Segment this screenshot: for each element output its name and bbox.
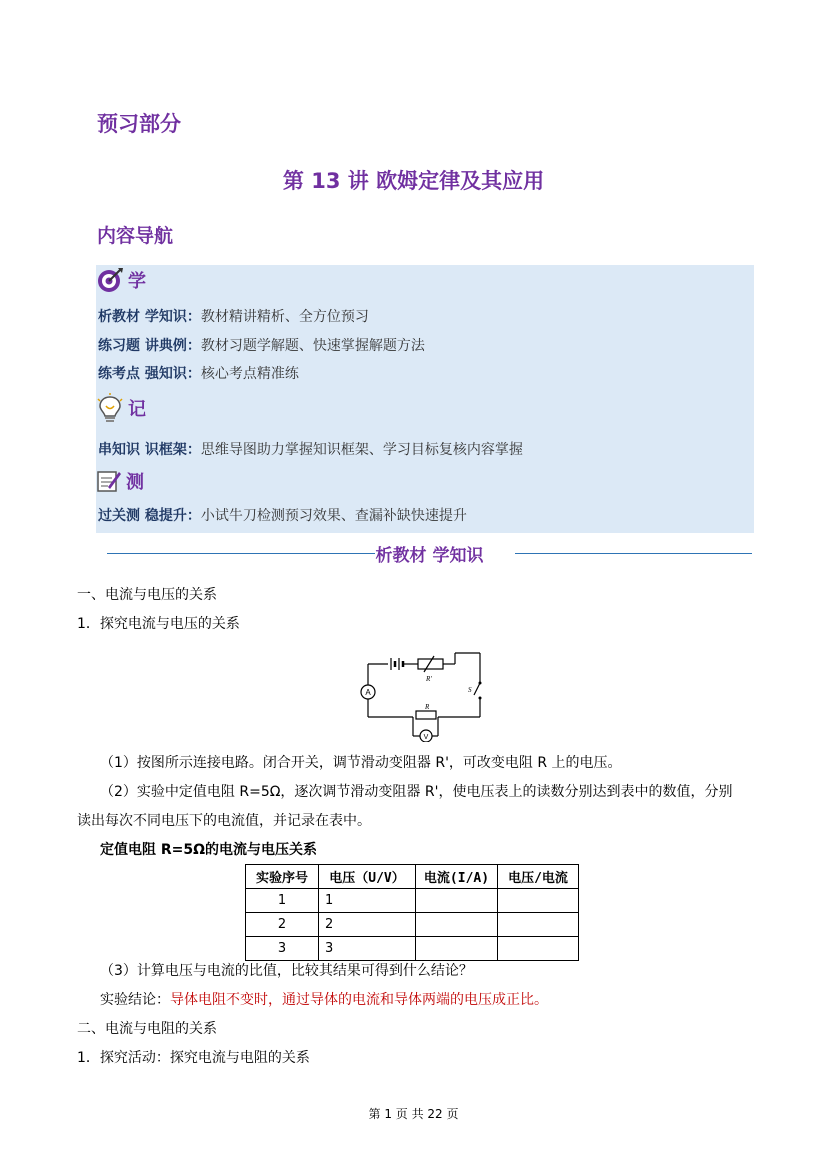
page-footer: 第 1 页 共 22 页 [368, 1107, 459, 1121]
table-cell [416, 889, 498, 913]
conclusion [100, 989, 548, 1009]
test-label: 测 [126, 472, 144, 493]
nav-row: 练习题 讲典例：教材习题学解题、快速掌握解题方法 [98, 338, 425, 354]
resistor-label: R [425, 703, 430, 711]
nav-row: 练考点 强知识：核心考点精准练 [98, 366, 299, 382]
nav-row: 过关测 稳提升：小试牛刀检测预习效果、查漏补缺快速提升 [98, 508, 467, 524]
table-caption: 定值电阻 R=5Ω的电流与电压关系 [100, 842, 318, 858]
conclusion-label: 实验结论： [100, 992, 170, 1008]
table-header: 电流(I/A) [416, 865, 498, 889]
lesson-title: 第 13 讲 欧姆定律及其应用 [282, 169, 545, 193]
table-cell: 3 [319, 937, 416, 961]
ammeter-label: A [365, 688, 371, 697]
paragraph: （3）计算电压与电流的比值，比较其结果可得到什么结论？ [100, 963, 473, 979]
table-cell [498, 913, 579, 937]
paragraph: （2）实验中定值电阻 R=5Ω，逐次调节滑动变阻器 R'，使电压表上的读数分别达到表中的数值，分别 [100, 784, 733, 800]
table-cell: 1 [319, 889, 416, 913]
switch-label: S [468, 686, 472, 694]
table-header: 实验序号 [246, 865, 319, 889]
conclusion-text: 导体电阻不变时，通过导体的电流和导体两端的电压成正比。 [170, 992, 548, 1008]
test-section-header [96, 467, 144, 495]
preview-heading: 预习部分 [97, 112, 181, 136]
subsection-heading: 1．探究电流与电压的关系 [77, 616, 240, 632]
content-navigation-panel [96, 265, 754, 533]
switch-contact [479, 697, 482, 700]
table-row [246, 913, 579, 937]
table-row [246, 937, 579, 961]
nav-row: 串知识 识框架：思维导图助力掌握知识框架、学习目标复核内容掌握 [98, 442, 523, 458]
table-header-row [246, 865, 579, 889]
rheostat-label: R' [426, 675, 432, 683]
table-cell: 2 [246, 913, 319, 937]
notepad-pencil-icon [96, 469, 122, 493]
table-cell [416, 937, 498, 961]
table-cell [416, 913, 498, 937]
subsection-heading: 1．探究活动：探究电流与电阻的关系 [77, 1050, 310, 1066]
table-cell: 2 [319, 913, 416, 937]
remember-label: 记 [128, 399, 146, 420]
resistor [416, 711, 436, 719]
voltmeter-label: V [423, 734, 429, 741]
table-header: 电压/电流 [498, 865, 579, 889]
remember-section-header [96, 394, 146, 422]
circuit-diagram [358, 650, 493, 742]
paragraph: 读出每次不同电压下的电流值，并记录在表中。 [77, 813, 371, 829]
table-row [246, 889, 579, 913]
section-divider [107, 540, 752, 566]
lightbulb-icon [96, 393, 124, 423]
target-icon [96, 266, 124, 294]
table-header: 电压（U/V） [319, 865, 416, 889]
table-cell: 3 [246, 937, 319, 961]
table-cell [498, 889, 579, 913]
divider-title: 析教材 学知识 [375, 546, 484, 566]
learn-section-header [96, 266, 146, 294]
data-table [245, 864, 579, 961]
nav-row: 析教材 学知识：教材精讲精析、全方位预习 [98, 309, 369, 325]
content-navigation-heading: 内容导航 [97, 225, 174, 247]
table-cell: 1 [246, 889, 319, 913]
section-heading: 二、电流与电阻的关系 [77, 1021, 217, 1037]
table-cell [498, 937, 579, 961]
switch-contact [479, 682, 482, 685]
learn-label: 学 [128, 271, 146, 292]
paragraph: （1）按图所示连接电路。闭合开关，调节滑动变阻器 R'，可改变电阻 R 上的电压。 [100, 755, 622, 771]
section-heading: 一、电流与电压的关系 [77, 587, 217, 603]
